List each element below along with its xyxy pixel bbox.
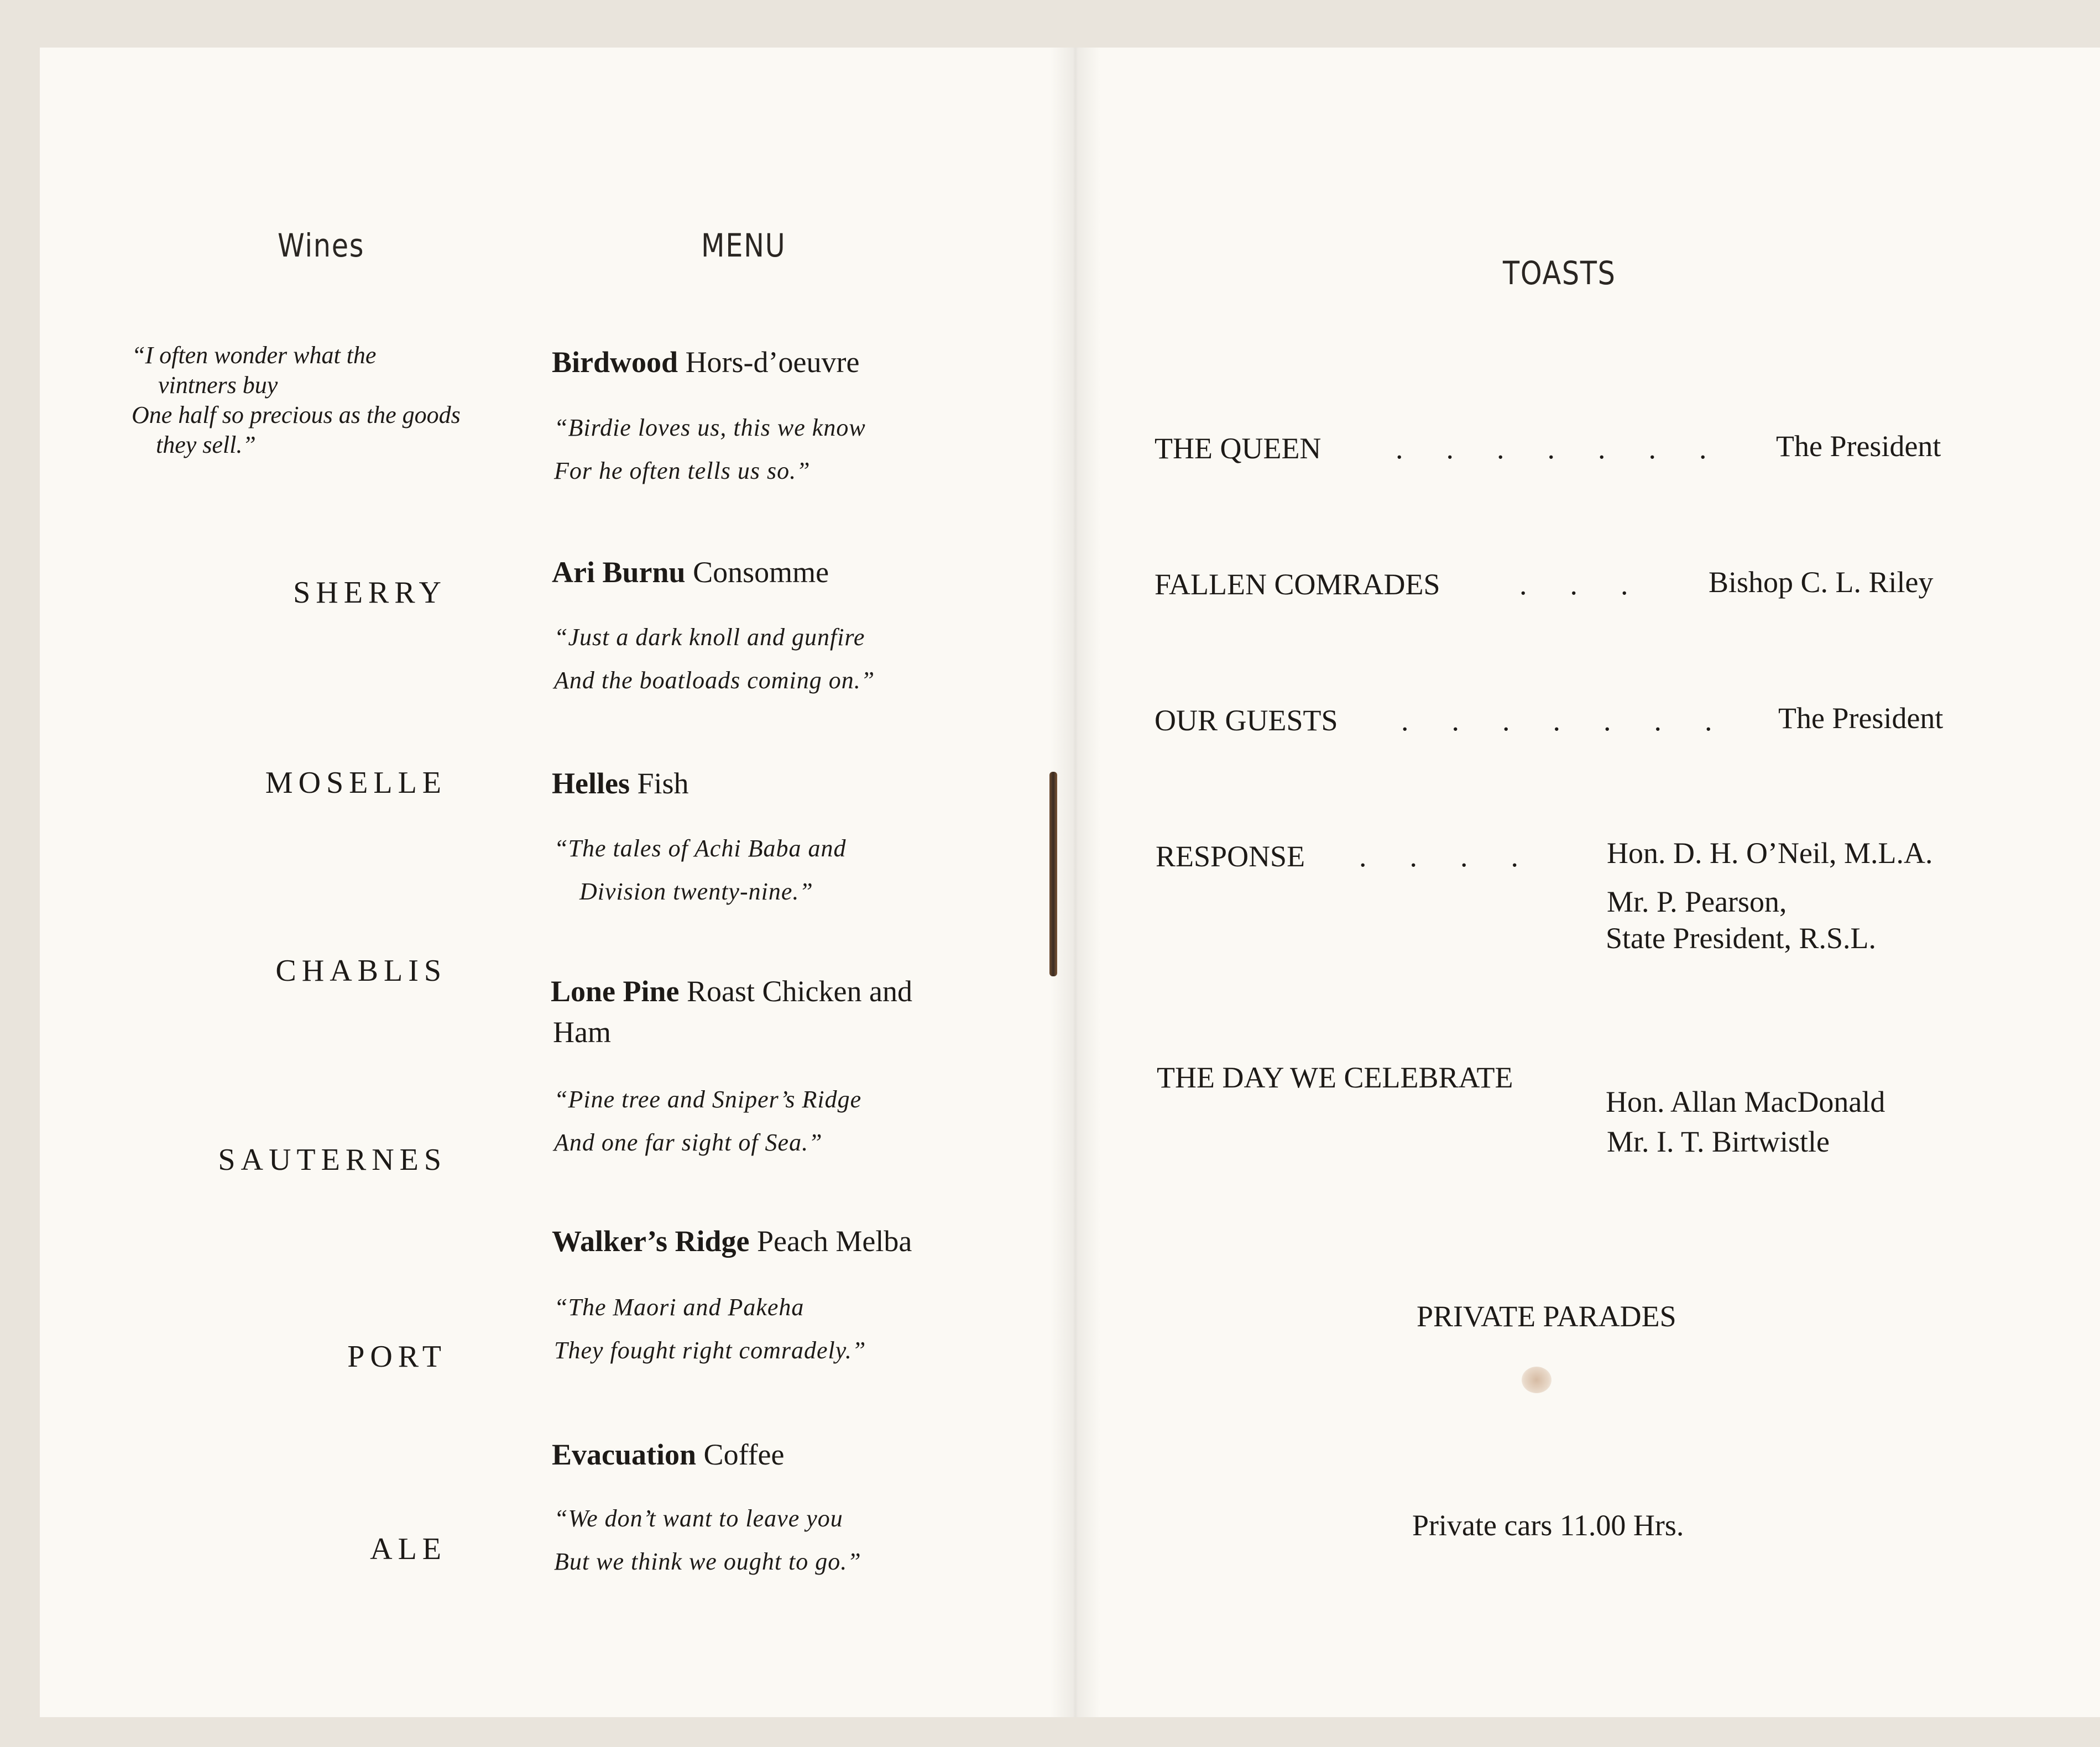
menu-heading: MENU (701, 227, 786, 264)
course-name: Evacuation (552, 1438, 697, 1471)
course-name: Birdwood (552, 346, 678, 379)
course-name: Ari Burnu (552, 556, 686, 589)
course-quote: But we think we ought to go.” (554, 1548, 861, 1575)
course-4 (551, 974, 912, 1008)
wine-item-sauternes: SAUTERNES (218, 1143, 447, 1177)
course-quote: And one far sight of Sea.” (554, 1129, 823, 1156)
staple (1049, 772, 1057, 976)
course-quote: “We don’t want to leave you (554, 1505, 843, 1532)
toast-name: RESPONSE (1156, 840, 1305, 873)
wine-item-chablis: CHABLIS (275, 954, 447, 988)
toast-name: THE DAY WE CELEBRATE (1157, 1061, 1513, 1094)
course-name: Helles (552, 767, 630, 800)
course-dish: Coffee (703, 1438, 785, 1471)
course-quote: For he often tells us so.” (554, 457, 811, 484)
wines-heading: Wines (278, 227, 365, 264)
course-dish: Fish (637, 767, 689, 800)
toast-proposer: State President, R.S.L. (1606, 922, 1876, 955)
course-quote: “The tales of Achi Baba and (554, 835, 847, 862)
toast-name: FALLEN COMRADES (1155, 568, 1440, 601)
wine-item-sherry: SHERRY (293, 576, 447, 610)
course-5 (552, 1224, 912, 1258)
course-quote: “The Maori and Pakeha (554, 1294, 805, 1321)
dot-leader: ....... (1396, 432, 1750, 465)
toast-proposer: Hon. D. H. O’Neil, M.L.A. (1607, 836, 1933, 870)
wine-item-ale: ALE (370, 1532, 447, 1566)
toast-proposer: Mr. P. Pearson, (1607, 885, 1787, 918)
course-dish: Consomme (693, 556, 829, 589)
toast-name: THE QUEEN (1155, 432, 1321, 465)
course-3 (552, 766, 689, 801)
course-quote: And the boatloads coming on.” (554, 667, 875, 694)
toast-proposer: The President (1776, 430, 1941, 463)
wines-quote-line-4: they sell.” (156, 431, 256, 458)
toast-proposer: Bishop C. L. Riley (1709, 566, 1934, 599)
course-quote: “Just a dark knoll and gunfire (554, 624, 865, 651)
wines-quote-line-3: One half so precious as the goods (132, 401, 461, 428)
paper-stain (1522, 1367, 1552, 1393)
toast-proposer: Hon. Allan MacDonald (1606, 1085, 1885, 1118)
toasts-heading: TOASTS (1503, 254, 1616, 292)
wine-item-port: PORT (347, 1340, 447, 1374)
toast-name: OUR GUESTS (1155, 704, 1338, 737)
course-quote: Division twenty-nine.” (579, 878, 813, 905)
course-4-dish-continued: Ham (553, 1016, 611, 1049)
course-quote: They fought right comradely.” (554, 1337, 866, 1364)
wine-item-moselle: MOSELLE (265, 766, 447, 800)
menu-card (40, 48, 2100, 1717)
dot-leader: .... (1359, 840, 1561, 873)
course-quote: “Birdie loves us, this we know (554, 414, 866, 441)
course-dish: Roast Chicken and (687, 975, 912, 1008)
dot-leader: ....... (1401, 704, 1756, 737)
dot-leader: ... (1519, 568, 1671, 601)
private-cars-time: Private cars 11.00 Hrs. (1412, 1509, 1684, 1542)
center-fold (1051, 48, 1100, 1717)
course-6 (552, 1437, 785, 1472)
private-parades-heading: PRIVATE PARADES (1417, 1300, 1676, 1333)
wines-quote-line-2: vintners buy (158, 372, 278, 399)
course-quote: “Pine tree and Sniper’s Ridge (554, 1086, 862, 1113)
course-1 (552, 345, 859, 379)
wines-quote-line-1: “I often wonder what the (132, 342, 377, 369)
course-dish: Peach Melba (756, 1225, 912, 1258)
toast-proposer: The President (1778, 702, 1944, 735)
toast-proposer: Mr. I. T. Birtwistle (1607, 1125, 1830, 1158)
course-2 (552, 555, 829, 589)
course-name: Walker’s Ridge (552, 1225, 750, 1258)
course-name: Lone Pine (551, 975, 680, 1008)
course-dish: Hors-d’oeuvre (685, 346, 860, 379)
